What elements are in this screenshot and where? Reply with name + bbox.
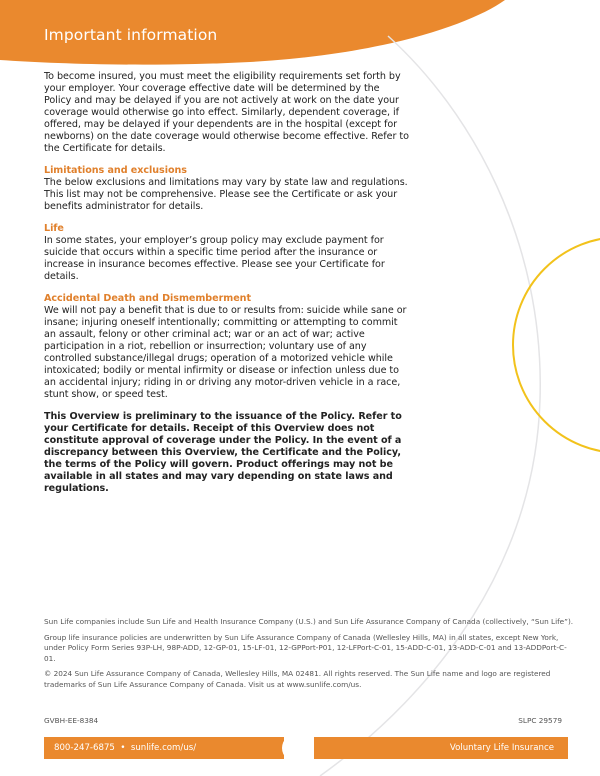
footer-contact-bar — [44, 737, 284, 759]
fine-print-paragraph: Sun Life companies include Sun Life and Health Insurance Company (U.S.) and Sun Life Assurance Company of Canada (collectively, “Sun Life”). — [44, 617, 574, 626]
footer-product: Voluntary Life Insurance — [449, 743, 554, 753]
intro-paragraph: To become insured, you must meet the eligibility requirements set forth by your employer. Your coverage effective date will be determined by the Policy and may be delayed if you are not actively at work on the date your coverage would otherwise go into effect. Similarly, dependent coverage, if offered, may be delayed if your dependents are in the hospital (except for newborns) on the date coverage would otherwise become effective. Refer to the Certificate for details. — [44, 71, 409, 154]
slpc-code: SLPC 29579 — [518, 716, 562, 725]
section-body: In some states, your employer’s group policy may exclude payment for suicide that occurs within a specific time period after the insurance or increase in insurance becomes effective. Please see your Certificate for details. — [44, 235, 385, 282]
section-heading: Life — [44, 223, 64, 234]
fine-print-paragraph: © 2024 Sun Life Assurance Company of Canada, Wellesley Hills, MA 02481. All rights reserved. The Sun Life name and logo are registered trademarks of Sun Life Assurance Company of Canada. Visit us at www.sunlife.com/us. — [44, 669, 551, 689]
footer-contact: 800-247-6875 • sunlife.com/us/ — [54, 743, 197, 753]
section-add — [44, 293, 409, 401]
main-content — [44, 71, 409, 505]
document-codes — [44, 716, 562, 725]
section-life — [44, 223, 409, 283]
footer-notch — [276, 735, 320, 761]
section-heading: Accidental Death and Dismemberment — [44, 293, 251, 304]
fine-print-paragraph: Group life insurance policies are underwritten by Sun Life Assurance Company of Canada (Wellesley Hills, MA) in all states, except New York, under Policy Form Series 93P-LH, 98P-ADD, 12-GP-01, 15-LF-01, 12-GPPort-P01, 12-LFPort-C-01, 15-ADD-C-01, 13-ADD-C-01 and 13-ADDPort-C-01. — [44, 632, 567, 663]
section-body: We will not pay a benefit that is due to or results from: suicide while sane or insane; injuring oneself intentionally; committing or attempting to commit an assault, felony or other criminal act; war or an act of war; active participation in a riot, rebellion or insurrection; voluntary use of any controlled substance/illegal drugs; operation of a motorized vehicle while intoxicated; bodily or mental infirmity or disease or infection unless due to an accidental injury; riding in or driving any motor-driven vehicle in a race, stunt show, or speed test. — [44, 305, 407, 400]
section-limitations — [44, 165, 409, 213]
fine-print — [44, 617, 574, 696]
page-title: Important information — [44, 26, 218, 44]
form-code: GVBH-EE-8384 — [44, 716, 99, 725]
section-body: The below exclusions and limitations may vary by state law and regulations. This list may not be comprehensive. Please see the Certificate or ask your benefits administrator for details. — [44, 177, 408, 212]
section-heading: Limitations and exclusions — [44, 165, 187, 176]
footer-product-bar — [314, 737, 568, 759]
disclaimer-paragraph: This Overview is preliminary to the issuance of the Policy. Refer to your Certificate for details. Receipt of this Overview does not constitute approval of coverage under the Policy. In the event of a discrepancy between this Overview, the Certificate and the Policy, the terms of the Policy will govern. Product offerings may not be available in all states and may vary depending on state laws and regulations. — [44, 411, 402, 494]
